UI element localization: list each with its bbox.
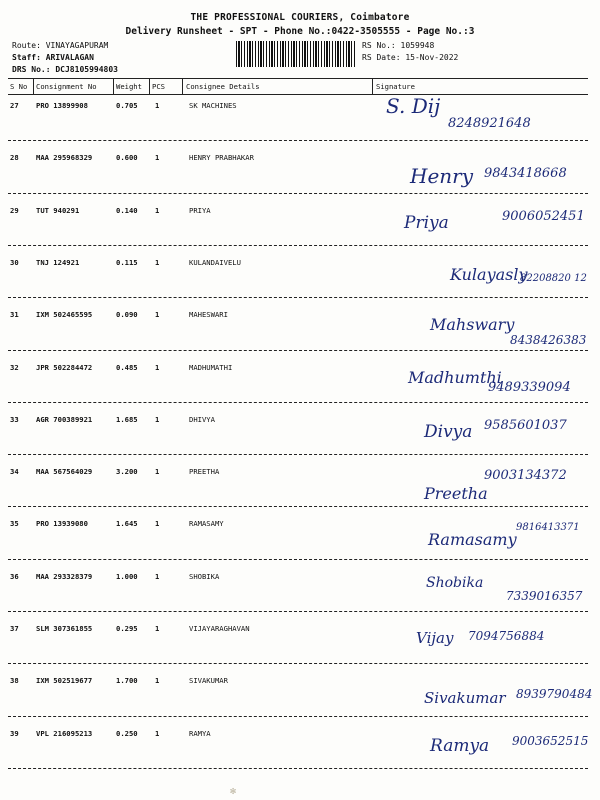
row-sno: 29 bbox=[10, 205, 19, 215]
row-pcs: 1 bbox=[155, 205, 160, 215]
row-sno: 32 bbox=[10, 362, 19, 372]
row-consignment: TUT 940291 bbox=[36, 205, 80, 215]
row-weight: 3.200 bbox=[116, 467, 138, 477]
route-value: VINAYAGAPURAM bbox=[45, 41, 109, 50]
row-signature: Preetha bbox=[424, 484, 488, 504]
row-separator bbox=[8, 402, 588, 403]
col-consignee: Consignee Details bbox=[186, 82, 260, 91]
row-sno: 35 bbox=[10, 519, 19, 529]
row-phone: 8248921648 bbox=[448, 116, 531, 131]
row-signature: Divya bbox=[424, 421, 473, 442]
row-signature: Priya bbox=[404, 212, 449, 233]
rs-date-label: RS Date: bbox=[362, 53, 401, 62]
row-phone: 8438426383 bbox=[510, 333, 587, 348]
drs-label: DRS No.: bbox=[12, 65, 51, 74]
row-signature: Madhumthi bbox=[408, 367, 502, 387]
row-phone: 7094756884 bbox=[468, 629, 545, 643]
row-separator bbox=[8, 297, 588, 298]
row-weight: 1.685 bbox=[116, 414, 138, 424]
row-signature: Kulayasly bbox=[450, 264, 528, 284]
row-phone: 9003652515 bbox=[512, 733, 589, 748]
row-sno: 27 bbox=[10, 101, 19, 110]
row-sno: 34 bbox=[10, 467, 19, 477]
row-sno: 28 bbox=[10, 153, 19, 163]
drs-value: DCJ8105994803 bbox=[55, 65, 118, 74]
row-consignee: MAHESWARI bbox=[189, 310, 228, 320]
row-phone: 8939790484 bbox=[516, 687, 593, 702]
row-signature: Ramya bbox=[430, 735, 490, 756]
row-weight: 1.645 bbox=[116, 519, 138, 529]
row-consignee: MADHUMATHI bbox=[189, 362, 233, 372]
row-phone: 9585601037 bbox=[484, 417, 567, 433]
row-weight: 0.250 bbox=[116, 728, 138, 738]
row-consignee: RAMASAMY bbox=[189, 519, 224, 529]
row-sno: 39 bbox=[10, 728, 19, 738]
row-signature: Mahswary bbox=[430, 315, 515, 335]
route-info bbox=[12, 41, 108, 50]
row-separator bbox=[8, 454, 588, 455]
row-phone: 82208820 12 bbox=[520, 272, 587, 284]
row-pcs: 1 bbox=[155, 101, 160, 110]
row-weight: 0.600 bbox=[116, 153, 138, 163]
col-divider bbox=[372, 79, 373, 95]
row-pcs: 1 bbox=[155, 362, 160, 372]
row-separator bbox=[8, 611, 588, 612]
row-phone: 9816413371 bbox=[516, 522, 580, 534]
row-consignment: MAA 567564029 bbox=[36, 467, 93, 477]
row-phone: 9006052451 bbox=[502, 208, 585, 224]
row-consignee: PREETHA bbox=[189, 467, 220, 477]
row-consignment: PRO 13899908 bbox=[36, 101, 88, 110]
col-divider bbox=[113, 79, 114, 95]
col-divider bbox=[33, 79, 34, 95]
row-consignment: VPL 216095213 bbox=[36, 728, 93, 738]
row-pcs: 1 bbox=[155, 676, 160, 686]
row-consignee: PRIYA bbox=[189, 205, 211, 215]
row-separator bbox=[8, 559, 588, 560]
row-pcs: 1 bbox=[155, 519, 160, 529]
row-pcs: 1 bbox=[155, 310, 160, 320]
row-consignment: IXM 502519677 bbox=[36, 676, 93, 686]
drs-info bbox=[12, 65, 118, 74]
rs-date-info bbox=[362, 53, 458, 62]
row-separator bbox=[8, 140, 588, 141]
rs-no-label: RS No.: bbox=[362, 41, 396, 50]
row-pcs: 1 bbox=[155, 153, 160, 163]
row-pcs: 1 bbox=[155, 414, 160, 424]
row-consignee: RAMYA bbox=[189, 728, 211, 738]
row-separator bbox=[8, 245, 588, 246]
row-consignee: KULANDAIVELU bbox=[189, 257, 241, 267]
row-phone: 9489339094 bbox=[488, 379, 571, 395]
row-sno: 30 bbox=[10, 257, 19, 267]
row-consignee: SK MACHINES bbox=[189, 101, 237, 110]
row-phone: 9843418668 bbox=[484, 166, 567, 182]
row-separator bbox=[8, 716, 588, 717]
row-weight: 0.115 bbox=[116, 257, 138, 267]
row-consignee: VIJAYARAGHAVAN bbox=[189, 624, 250, 633]
row-consignee: SHOBIKA bbox=[189, 571, 220, 581]
row-sno: 33 bbox=[10, 414, 19, 424]
row-consignment: TNJ 124921 bbox=[36, 257, 80, 267]
row-signature: Ramasamy bbox=[428, 530, 517, 550]
row-weight: 0.485 bbox=[116, 362, 138, 372]
row-pcs: 1 bbox=[155, 257, 160, 267]
row-consignment: IXM 502465595 bbox=[36, 310, 93, 320]
col-pcs: PCS bbox=[152, 82, 165, 91]
staff-label: Staff: bbox=[12, 53, 41, 62]
row-pcs: 1 bbox=[155, 728, 160, 738]
row-signature: S. Dij bbox=[386, 94, 441, 118]
row-pcs: 1 bbox=[155, 624, 160, 633]
row-signature: Vijay bbox=[416, 629, 454, 647]
col-consignment: Consignment No bbox=[36, 82, 97, 91]
runsheet-title: Delivery Runsheet - SPT - Phone No.:0422-3505555 - Page No.:3 bbox=[125, 26, 475, 37]
header-bottom-rule bbox=[8, 94, 588, 95]
row-consignee: DHIVYA bbox=[189, 414, 215, 424]
row-consignment: AGR 700389921 bbox=[36, 414, 93, 424]
row-signature: Shobika bbox=[426, 574, 484, 591]
row-separator bbox=[8, 193, 588, 194]
row-separator bbox=[8, 663, 588, 664]
barcode bbox=[236, 41, 356, 67]
row-separator bbox=[8, 350, 588, 351]
row-signature: Henry bbox=[410, 164, 474, 189]
row-phone: 7339016357 bbox=[506, 588, 583, 603]
row-weight: 1.000 bbox=[116, 571, 138, 581]
row-weight: 1.700 bbox=[116, 676, 138, 686]
row-consignment: PRO 13939080 bbox=[36, 519, 88, 529]
rs-date-value: 15-Nov-2022 bbox=[405, 53, 459, 62]
row-weight: 0.705 bbox=[116, 101, 138, 110]
row-consignment: MAA 295968329 bbox=[36, 153, 93, 163]
staff-value: ARIVALAGAN bbox=[45, 53, 94, 62]
staff-info bbox=[12, 53, 94, 62]
row-separator bbox=[8, 506, 588, 507]
row-pcs: 1 bbox=[155, 571, 160, 581]
row-consignment: SLM 307361855 bbox=[36, 624, 93, 633]
row-signature: Sivakumar bbox=[424, 689, 506, 708]
col-divider bbox=[182, 79, 183, 95]
row-sno: 36 bbox=[10, 571, 19, 581]
col-sno: S No bbox=[10, 82, 28, 91]
row-sno: 38 bbox=[10, 676, 19, 686]
row-weight: 0.090 bbox=[116, 310, 138, 320]
row-consignee: SIVAKUMAR bbox=[189, 676, 228, 686]
row-separator bbox=[8, 768, 588, 769]
row-consignment: JPR 502284472 bbox=[36, 362, 93, 372]
row-pcs: 1 bbox=[155, 467, 160, 477]
rs-no-value: 1059948 bbox=[400, 41, 435, 50]
route-label: Route: bbox=[12, 41, 41, 50]
row-consignee: HENRY PRABHAKAR bbox=[189, 153, 254, 163]
row-weight: 0.140 bbox=[116, 205, 138, 215]
row-weight: 0.295 bbox=[116, 624, 138, 633]
row-sno: 31 bbox=[10, 310, 19, 320]
row-phone: 9003134372 bbox=[484, 468, 567, 484]
col-signature: Signature bbox=[376, 82, 415, 91]
col-weight: Weight bbox=[116, 82, 142, 91]
col-divider bbox=[149, 79, 150, 95]
row-consignment: MAA 293328379 bbox=[36, 571, 93, 581]
rs-no-info bbox=[362, 41, 434, 50]
scan-mark: ✻ bbox=[230, 786, 237, 797]
company-title: THE PROFESSIONAL COURIERS, Coimbatore bbox=[190, 12, 410, 23]
row-sno: 37 bbox=[10, 624, 19, 633]
header-top-rule bbox=[8, 78, 588, 79]
